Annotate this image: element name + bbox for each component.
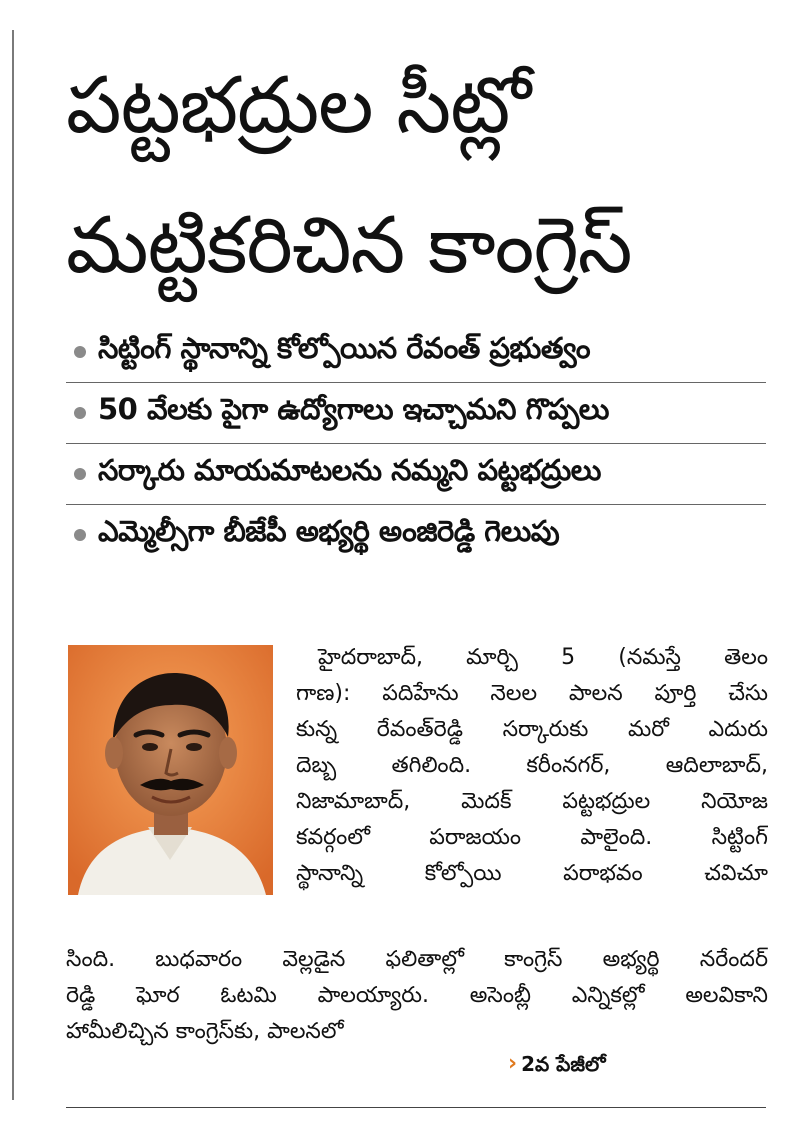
bullet-item [66, 444, 766, 505]
bullet-text: సర్కారు మాయమాటలను నమ్మని పట్టభద్రులు [98, 453, 601, 487]
bullet-item [66, 383, 766, 444]
continuation-label: 2వ పేజీలో [521, 1052, 606, 1076]
body-line: సింది. బుధవారం వెల్లడైన ఫలితాల్లో కాంగ్రెస్ అభ్యర్థి నరేందర్ [66, 947, 768, 972]
bullet-text: 50 వేలకు పైగా ఉద్యోగాలు ఇచ్చామని గొప్పలు [98, 392, 609, 426]
headline-line-1: పట్టభద్రుల సీట్లో [66, 61, 531, 151]
bullet-dot-icon [74, 468, 86, 480]
body-line: స్థానాన్ని కోల్పోయి పరాభవం చవిచూ [296, 861, 768, 886]
bullet-dot-icon [74, 407, 86, 419]
body-line: కవర్గంలో పరాజయం పాలైంది. సిట్టింగ్ [296, 825, 768, 850]
bullet-text: ఎమ్మెల్సీగా బీజేపీ అభ్యర్థి అంజిరెడ్డి గెలుపు [98, 514, 560, 548]
body-line: రెడ్డి ఘోర ఓటమి పాలయ్యారు. అసెంబ్లీ ఎన్నికల్లో అలవికాని [66, 983, 768, 1008]
body-line: కున్న రేవంత్‌రెడ్డి సర్కారుకు మరో ఎదురు [296, 717, 768, 742]
bullet-text: సిట్టింగ్ స్థానాన్ని కోల్పోయిన రేవంత్ ప్రభుత్వం [98, 331, 591, 365]
bullet-item [66, 505, 766, 565]
body-line: దెబ్బ తగిలింది. కరీంనగర్, ఆదిలాబాద్, [296, 753, 768, 778]
headline [66, 36, 776, 316]
chevron-right-icon: › [508, 1051, 518, 1076]
bullet-dot-icon [74, 346, 86, 358]
portrait-photo [68, 645, 273, 895]
article-body-column [296, 640, 768, 892]
bottom-divider [66, 1107, 766, 1108]
body-line: హైదరాబాద్, మార్చి 5 (నమస్తే తెలం [318, 645, 768, 670]
column-divider [12, 30, 14, 1100]
bullet-item [66, 322, 766, 383]
portrait-illustration [68, 645, 273, 895]
highlight-bullets [66, 322, 766, 565]
body-line: హామీలిచ్చిన కాంగ్రెస్‌కు, పాలనలో [66, 1019, 344, 1044]
continued-on-page[interactable] [508, 1046, 606, 1082]
headline-line-2: మట్టికరిచిన కాంగ్రెస్ [66, 201, 632, 291]
article-body-wide [66, 942, 768, 1050]
body-line: నిజామాబాద్, మెదక్ పట్టభద్రుల నియోజ [296, 789, 768, 814]
body-line: గాణ): పదిహేను నెలల పాలన పూర్తి చేసు [296, 681, 768, 706]
bullet-dot-icon [74, 529, 86, 541]
